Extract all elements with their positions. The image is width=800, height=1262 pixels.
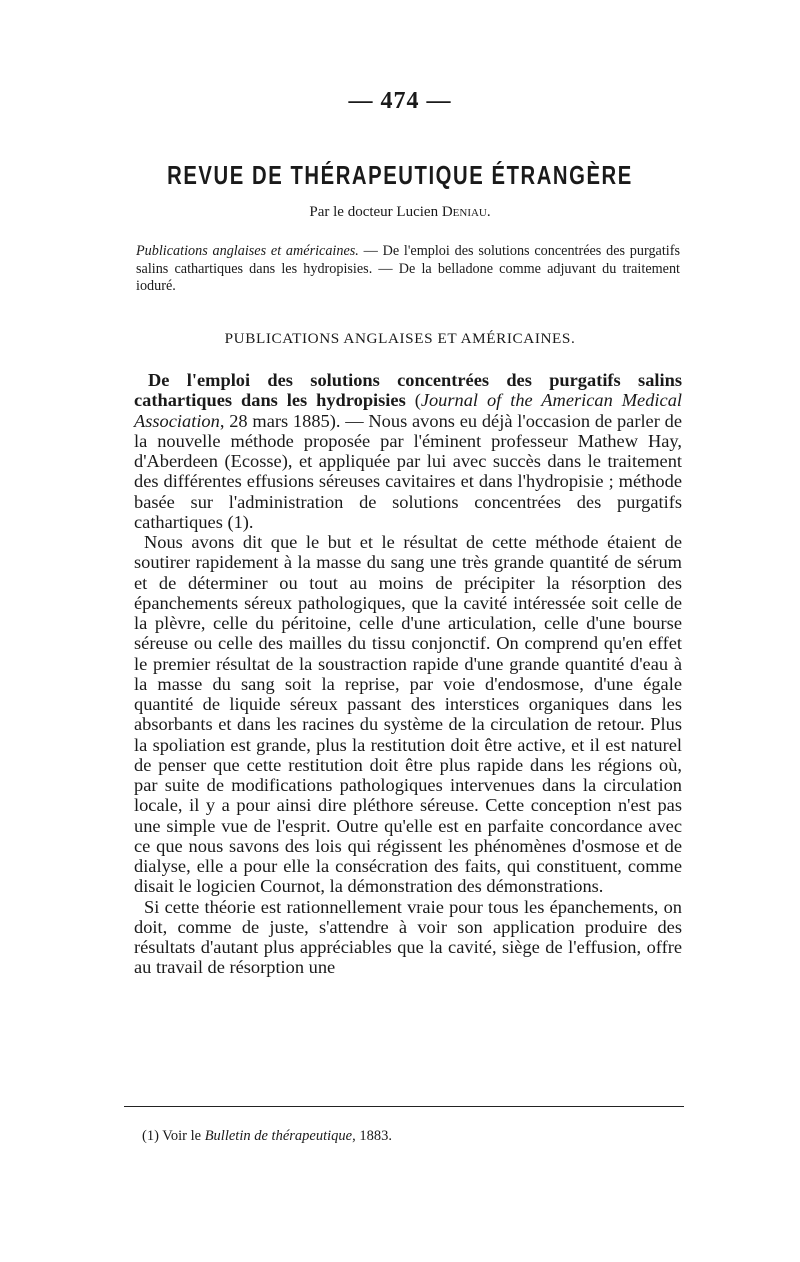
footnote-rule [124, 1106, 684, 1107]
journal-name: Journal of the American Medical Association [134, 390, 682, 431]
footnote-title: Bulletin de thérapeutique [204, 1128, 353, 1144]
article-paragraph-1 [134, 370, 682, 532]
summary-text: — De l'emploi des solutions concentrées des purgatifs salins cathartiques dans les hydropisies. — De la belladone comme adjuvant du traitement ioduré. [136, 243, 680, 294]
summary-abstract [136, 243, 680, 296]
article-paragraph-3: Si cette théorie est rationnellement vraie pour tous les épanchements, on doit, comme de juste, s'attendre à voir son application produire des résultats d'autant plus appréciables que la cavité, siège de l'effusion, offre au travail de résorption une [134, 896, 682, 978]
footnote-marker: (1) Voir le [142, 1128, 205, 1144]
article-title: De l'emploi des solutions concentrées des purgatifs salins cathartiques dans les hydropisies [134, 370, 682, 411]
page-number: — 474 — [348, 88, 452, 114]
byline-prefix: Par le docteur Lucien [309, 204, 439, 220]
footnote [142, 1128, 682, 1145]
article-paragraph-2: Nous avons dit que le but et le résultat de cette méthode étaient de soutirer rapidement à la masse du sang une très grande quantité de sérum et de déterminer ou tout au moins de précipiter la résorption des épanchements séreux pathologiques, que la cavité intéressée soit celle de la plèvre, celle du péritoine, celle d'une articulation, celle d'une bourse séreuse ou celle des mailles du tissu conjonctif. On comprend qu'en effet le premier résultat de la soustraction rapide d'une grande quantité d'eau à la masse du sang soit la reprise, par voie d'endosmose, d'une égale quantité de liquide séreux passant des interstices organiques dans les absorbants et dans les racines du système de la circulation de retour. Plus la spoliation est grande, plus la restitution doit être active, et il est naturel de penser que cette restitution doit être plus rapide dans les régions où, par suite de modifications pathologiques intervenues dans la circulation locale, il y a pour ainsi dire pléthore séreuse. Cette conception n'est pas une simple vue de l'esprit. Outre qu'elle est en parfaite concordance avec ce que nous savons des lois qui régissent les phénomènes d'osmose et de dialyse, elle a pour elle la consécration des faits, qui constituent, comme disait le logicien Cournot, la démonstration des démonstrations. [134, 532, 682, 897]
footnote-rest: , 1883. [352, 1128, 392, 1144]
paragraph-1-text: , 28 mars 1885). — Nous avons eu déjà l'occasion de parler de la nouvelle méthode proposée par l'éminent professeur Mathew Hay, d'Aberdeen (Ecosse), et appliquée par lui avec succès dans le traitement des différentes effusions séreuses cavitaires et dans l'hydropisie ; méthode basée sur l'administration de solutions concentrées des purgatifs cathartiques (1). [134, 410, 682, 532]
byline [0, 204, 800, 221]
source-open: ( [405, 390, 421, 411]
section-title: REVUE DE THÉRAPEUTIQUE ÉTRANGÈRE [167, 160, 633, 190]
article-body [134, 370, 682, 978]
summary-label: Publications anglaises et américaines. [136, 243, 359, 259]
subheading: PUBLICATIONS ANGLAISES ET AMÉRICAINES. [224, 330, 576, 347]
byline-author: Deniau. [441, 204, 491, 220]
